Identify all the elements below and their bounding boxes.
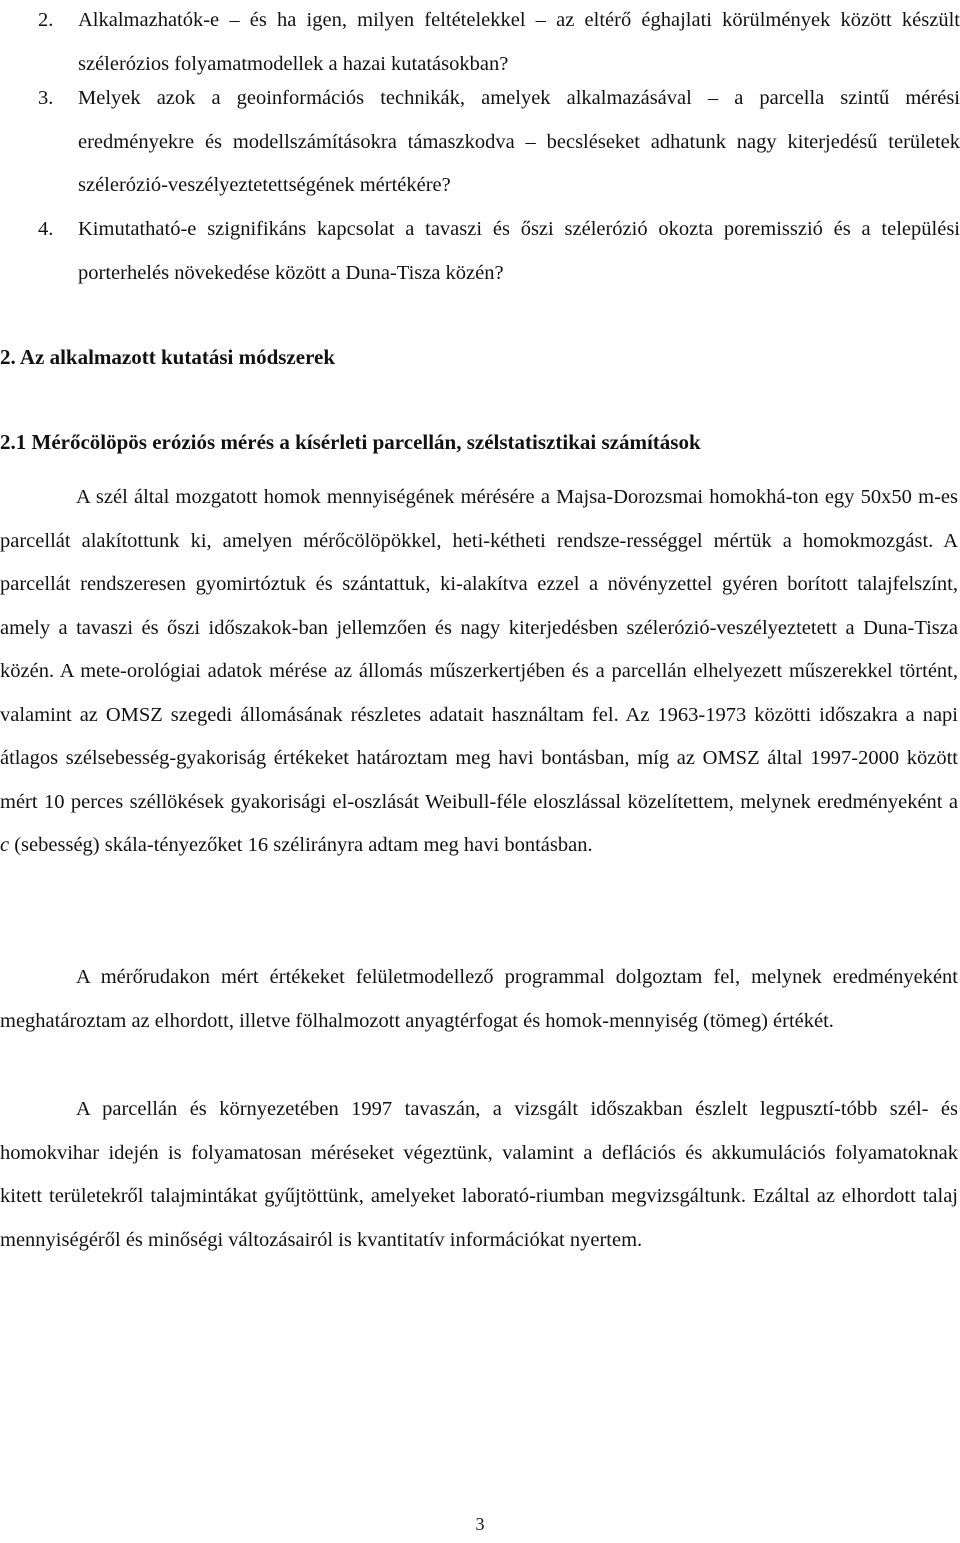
research-question-3	[38, 77, 960, 208]
question-text: Alkalmazhatók-e – és ha igen, milyen feltételekkel – az eltérő éghajlati körülmények között készült szélerózios folyamatmodellek a hazai kutatásokban?	[78, 9, 960, 75]
question-text: Kimutatható-e szignifikáns kapcsolat a tavaszi és őszi szélerózió okozta poremisszió és a települési porterhelés növekedése között a Duna-Tisza közén?	[78, 218, 960, 284]
methods-paragraph-2: A mérőrudakon mért értékeket felületmodellező programmal dolgoztam fel, melynek eredményeként meghatároztam az elhordott, illetve fölhalmozott anyagtérfogat és homok-mennyiség (tömeg) értékét.	[0, 966, 958, 1032]
paragraph-text: A szél által mozgatott homok mennyiségének mérésére a Majsa-Dorozsmai homokhá-ton egy 50x50 m-es parcellát alakítottunk ki, amelyen mérőcölöpökkel, heti-kétheti rendsze-rességgel mértük a homokmozgást. A parcellát rendszeresen gyomirtóztuk és szántattuk, ki-alakítva ezzel a növényzettel gyéren borított talajfelszínt, amely a tavaszi és őszi időszakok-ban jellemzően és nagy kiterjedésben szélerózió-veszélyeztetett a Duna-Tisza közén. A mete-orológiai adatok mérése az állomás műszerkertjében és a parcellán elhelyezett műszerekkel történt, valamint az OMSZ szegedi állomásának részletes adatait használtam fel. Az 1963-1973 közötti időszakra a napi átlagos szélsebesség-gyakoriság értékeket határoztam meg havi bontásban, míg az OMSZ által 1997-2000 között mért 10 perces széllökések gyakorisági el-oszlását Weibull-féle eloszlással közelítettem, melynek eredményeként a	[0, 486, 958, 813]
research-question-4	[38, 208, 960, 295]
paragraph-text: (sebesség) skála-tényezőket 16 szélirányra adtam meg havi bontásban.	[9, 834, 593, 856]
page-number: 3	[475, 1514, 485, 1534]
question-number: 2.	[38, 9, 54, 31]
subsection-heading: 2.1 Mérőcölöpös eróziós mérés a kísérleti parcellán, szélstatisztikai számítások	[0, 430, 701, 454]
scale-parameter-symbol: c	[0, 834, 10, 856]
methods-paragraph-1	[0, 476, 958, 868]
question-number: 4.	[38, 218, 54, 240]
research-question-2	[38, 0, 960, 86]
section-heading: 2. Az alkalmazott kutatási módszerek	[0, 345, 336, 369]
question-text: Melyek azok a geoinformációs technikák, amelyek alkalmazásával – a parcella szintű mérési eredményekre és modellszámításokra támaszkodva – becsléseket adhatunk nagy kiterjedésű területek szélerózió-veszélyeztetettségének mértékére?	[78, 87, 960, 196]
methods-paragraph-3: A parcellán és környezetében 1997 tavaszán, a vizsgált időszakban észlelt legpusztí-tóbb szél- és homokvihar idején is folyamatosan méréseket végeztünk, valamint a deflációs és akkumulációs folyamatoknak kitett területekről talajmintákat gyűjtöttünk, amelyeket laborató-riumban megvizsgáltunk. Ezáltal az elhordott talaj mennyiségéről és minőségi változásairól is kvantitatív információkat nyertem.	[0, 1098, 958, 1251]
question-number: 3.	[38, 87, 54, 109]
